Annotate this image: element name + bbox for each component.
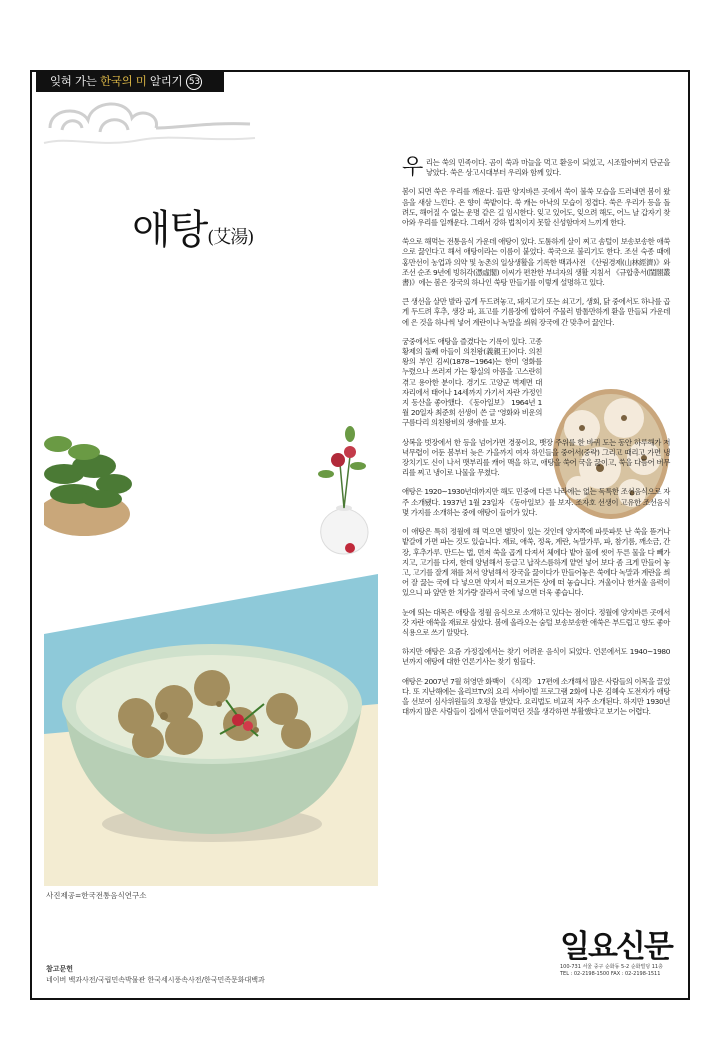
title-hanja: (艾湯) <box>207 227 254 248</box>
article-title: 애탕(艾湯) <box>132 207 254 253</box>
publisher-name: 일요신문 <box>560 929 672 965</box>
body-paragraph-1: 우리는 쑥의 민족이다. 곰이 쑥과 마늘을 먹고 환응이 되었고, 시조할아버지 단군을 낳았다. 쑥은 상고시대부터 우리와 함께 있다. <box>402 155 670 180</box>
cloud-ornament <box>40 88 260 158</box>
references <box>46 964 265 986</box>
body-paragraph-9: 눈에 띄는 대목은 애탕을 정월 음식으로 소개하고 있다는 점이다. 정월에 양지바른 곳에서 갓 자란 애쑥을 재료로 삼았다. 봄에 올라오는 숨털 보송보송한 애쑥은 부드럽고 향도 좋아 식용으로 쓰기 알맞다. <box>402 607 670 637</box>
body-paragraph-11: 애탕은 2007년 7월 허영만 화백이 《식객》 17편에 소개해서 많은 사람들의 이목을 끌었다. 또 지난해에는 올리브TV의 요리 서바이벌 프로그램 2화에 나온 김혜숙 도전자가 애탕을 선보여 심사위원들의 호평을 받았다. 요리법도 비교적 자주 소개된다. 하지만 1930년대까지 많은 사람들이 집에서 만들어먹던 것을 생각하면 부활했다고 보기는 어렵다. <box>402 676 670 717</box>
body-paragraph-5: 궁중에서도 애탕을 즐겼다는 기록이 있다. 고종황제의 둘째 아들이 의친왕(義親王)이다. 의친왕의 부인 김씨(1878~1964)는 한미 영화를 누렸으나 쓰러져 가는 황실의 아픔을 고스란히 겪고 용아한 분이다. 경기도 고양군 벽제면 대자리에서 태어나 14세까지 가기서 자란 가정인지 동산을 좋아했다. 《동아일보》 1964년 1월 20일자 최준희 선생이 쓴 글 '영화와 비운의 구름다리 의친왕비의 생애'를 보자. <box>402 336 542 428</box>
publisher-contact: TEL : 02-2198-1500 FAX : 02-2198-1511 <box>560 971 661 977</box>
publisher-logo <box>560 930 680 990</box>
frame-right-line <box>688 70 690 1000</box>
dropcap: 우 <box>402 155 423 180</box>
body-paragraph-3: 쑥으로 해먹는 전통음식 가운데 애탕이 있다. 도톰하게 살이 찌고 솜털이 보송보송한 애쑥으로 끓인다고 해서 애탕이라는 이름이 붙었다. 쑥국으로 불리기도 한다. 조선 숙종 때에 홍만선이 농업과 의약 및 농촌의 일상생활을 기록한 백과사전 《산림경제(山林經濟)》와 조선 순조 9년에 빙허각(憑虛閣) 이씨가 편찬한 부녀자의 생활 지침서 《규합총서(閨閤叢書)》에는 봄은 장국의 하나인 쑥탕 만들기를 이렇게 설명하고 있다. <box>402 237 670 288</box>
references-heading: 참고문헌 <box>46 965 74 973</box>
publisher-address: 100-731 서울 중구 순화동 5-2 순화빌딩 11층 <box>560 964 663 970</box>
body-paragraph-7: 애탕은 1920~1930년대까지만 해도 민중에 다른 나라에는 없는 독특한 조선음식으로 자주 소개됐다. 1937년 1월 23일자 《동아일보》를 보자. 조자호 선생이 고유한 조선음식 몇 가지를 소개하는 중에 애탕이 들어가 있다. <box>402 487 670 517</box>
frame-left-line <box>30 70 32 1000</box>
body-paragraph-6: 상복을 벗장에서 한 등을 넘어가면 경풍이요, 뱃장 주위를 한 바퀴 도는 동안 하루해가 저녁무렵이 어둔 봄부터 늦은 가을까지 여자 하인들을 중어서(중략) 그리고 때리고 가면 냉장치기도 신이 나서 맷부리를 캐어 맥을 하고, 애탕을 쑥어 국을 끓이고, 쑥을 다듬어 버무리를 찌고 냉이로 나물을 무쳤다. <box>402 437 670 478</box>
aetang-bowl-photo <box>44 404 378 886</box>
references-text: 네이버 백과사전/국립민속박물관 한국세시풍속사전/한국민족문화대백과 <box>46 976 265 984</box>
frame-bottom-line <box>30 998 690 1000</box>
series-number: 53 <box>186 74 202 90</box>
series-title: 잊혀 가는 한국의 미 알리기 53 <box>50 73 202 90</box>
body-paragraph-10: 하지만 애탕은 요즘 가정집에서는 찾기 어려운 음식이 되었다. 언론에서도 1940~1980년까지 애탕에 대한 언론기사는 찾기 힘들다. <box>402 647 670 667</box>
body-paragraph-8: 이 애탕은 특히 정월에 해 먹으면 별맛이 있는 것인데 양지쪽에 파릇파릇 난 쑥을 뜯거나 밭갈에 가면 파는 것도 있습니다. 재료, 애쑥, 정육, 계란, 녹말가루, 파, 참기름, 깨소금, 간장, 후추가루. 만드는 법, 먼저 쑥을 곱게 다져서 체에다 밭아 물에 씻어 두른 물을 다 빼가지고, 고기를 다져, 한데 양념해서 동글고 납작스름하게 얕연 넣어 보다 좀 크게 만들어 놓고, 고기를 잘게 채를 쳐서 양념해서 장국을 끓이다가 만들어놓은 쑥에다 녹말과 계란을 씌어 잘 끓는 국에 다 넣으면 약지서 떠오르거든 상에 떠 놓습니다. 겨울이나 한겨울 음력이 있으니 파 앞만 한 치가량 잘라서 국에 넣으면 더욱 좋습니다. <box>402 527 670 598</box>
body-paragraph-4: 큰 생선을 살만 발라 곱게 두드려놓고, 돼지고기 또는 쇠고기, 생회, 닭 중에서도 하나를 곱게 두드려 후추, 생강 파, 표고를 기름장에 합하여 주물러 밤톨만하게 환을 만들되 가운데에 은 것을 하나씩 넣어 계란이나 녹말을 씌워 장국에 간 맞추어 끓인다. <box>402 297 670 327</box>
article-body <box>402 155 670 726</box>
photo-credit: 사진제공=한국전통음식연구소 <box>46 891 147 900</box>
body-paragraph-2: 봄이 되면 쑥은 우리를 깨운다. 들판 양지바른 곳에서 쑥이 불쑥 모습을 드러내면 봄이 왔음을 새삼 느낀다. 온 향이 쑥밭이다. 쑥 캐는 아낙의 모습이 정겹다. 쑥은 우리가 등을 돌려도, 해어질 수 없는 운명 같은 길 임시한다. 잊고 있어도, 잊으려 해도, 어느 날 갑자기 찾아와 우리를 일깨운다. 그래서 강하 법칙이지 못할 신성함마저 느끼게 한다. <box>402 187 670 228</box>
